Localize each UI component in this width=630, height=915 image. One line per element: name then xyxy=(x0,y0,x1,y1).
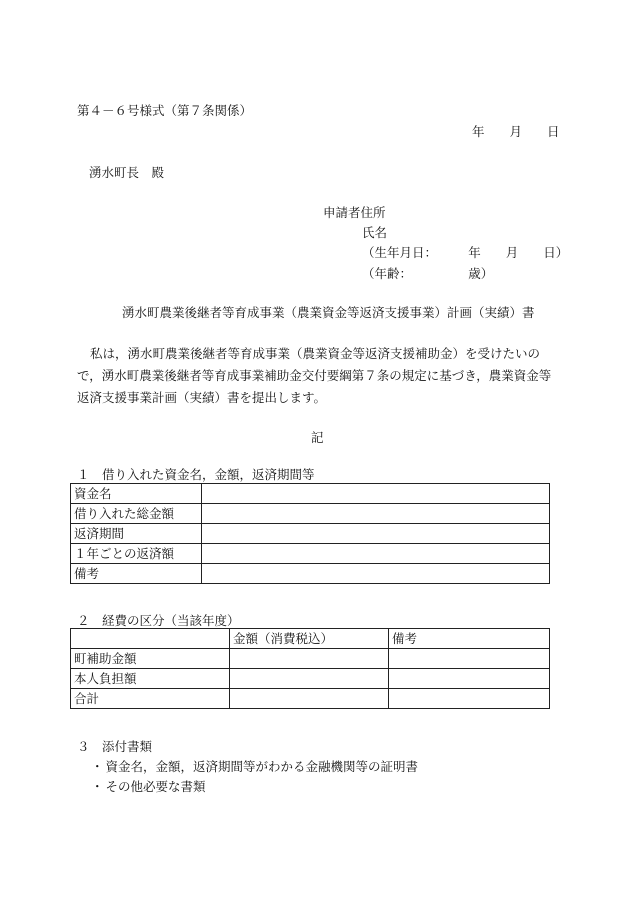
form-number: 第４－６号様式（第７条関係） xyxy=(77,103,253,118)
expense-row-label: 本人負担額 xyxy=(71,669,230,689)
document-title: 湧水町農業後継者等育成事業（農業資金等返済支援事業）計画（実績）書 xyxy=(122,305,535,320)
table-row xyxy=(71,504,550,524)
loan-row-value xyxy=(202,564,550,584)
table-row xyxy=(71,669,550,689)
section3-heading: ３ 添付書類 xyxy=(77,739,153,754)
expense-row-label: 合計 xyxy=(71,689,230,709)
expense-remarks-cell xyxy=(389,669,550,689)
addressee: 湧水町長 殿 xyxy=(89,165,165,180)
expense-table xyxy=(70,628,550,709)
table-header-row xyxy=(71,629,550,649)
loan-row-value xyxy=(202,484,550,504)
loan-row-label: 返済期間 xyxy=(71,524,202,544)
table-row xyxy=(71,524,550,544)
loan-row-label: 備考 xyxy=(71,564,202,584)
section2-heading: ２ 経費の区分（当該年度） xyxy=(77,613,240,628)
attachment-item: ・ その他必要な書類 xyxy=(91,779,206,794)
bullet-dot-icon: ・ xyxy=(91,759,104,774)
applicant-address-label: 申請者住所 xyxy=(323,205,386,220)
applicant-age-label: （年齢： 歳） xyxy=(362,266,494,281)
table-row xyxy=(71,544,550,564)
body-paragraph xyxy=(77,343,557,409)
expense-amount-cell xyxy=(230,669,389,689)
section1-heading: １ 借り入れた資金名，金額，返済期間等 xyxy=(77,467,315,482)
loan-row-value xyxy=(202,544,550,564)
bullet-dot-icon: ・ xyxy=(91,779,104,794)
loan-row-value xyxy=(202,504,550,524)
expense-header-blank xyxy=(71,629,230,649)
table-row xyxy=(71,484,550,504)
table-row xyxy=(71,689,550,709)
loan-table xyxy=(70,483,550,584)
expense-remarks-cell xyxy=(389,649,550,669)
loan-row-label: 資金名 xyxy=(71,484,202,504)
table-row xyxy=(71,564,550,584)
expense-header-amount: 金額（消費税込） xyxy=(230,629,389,649)
expense-remarks-cell xyxy=(389,689,550,709)
applicant-birth-label: （生年月日： 年 月 日） xyxy=(362,245,569,260)
date-line: 年 月 日 xyxy=(472,124,560,139)
ki-marker: 記 xyxy=(311,430,324,445)
expense-amount-cell xyxy=(230,689,389,709)
body-text: 私は，湧水町農業後継者等育成事業（農業資金等返済支援補助金）を受けたいので，湧水町農業後継者等育成事業補助金交付要綱第７条の規定に基づき，農業資金等返済支援事業計画（実績）書を提出します。 xyxy=(77,346,552,405)
table-row xyxy=(71,649,550,669)
expense-row-label: 町補助金額 xyxy=(71,649,230,669)
expense-amount-cell xyxy=(230,649,389,669)
applicant-name-label: 氏名 xyxy=(362,225,388,240)
expense-header-remarks: 備考 xyxy=(389,629,550,649)
loan-row-label: 借り入れた総金額 xyxy=(71,504,202,524)
loan-row-value xyxy=(202,524,550,544)
attachment-item: ・ 資金名，金額，返済期間等がわかる金融機関等の証明書 xyxy=(91,759,419,774)
loan-row-label: １年ごとの返済額 xyxy=(71,544,202,564)
